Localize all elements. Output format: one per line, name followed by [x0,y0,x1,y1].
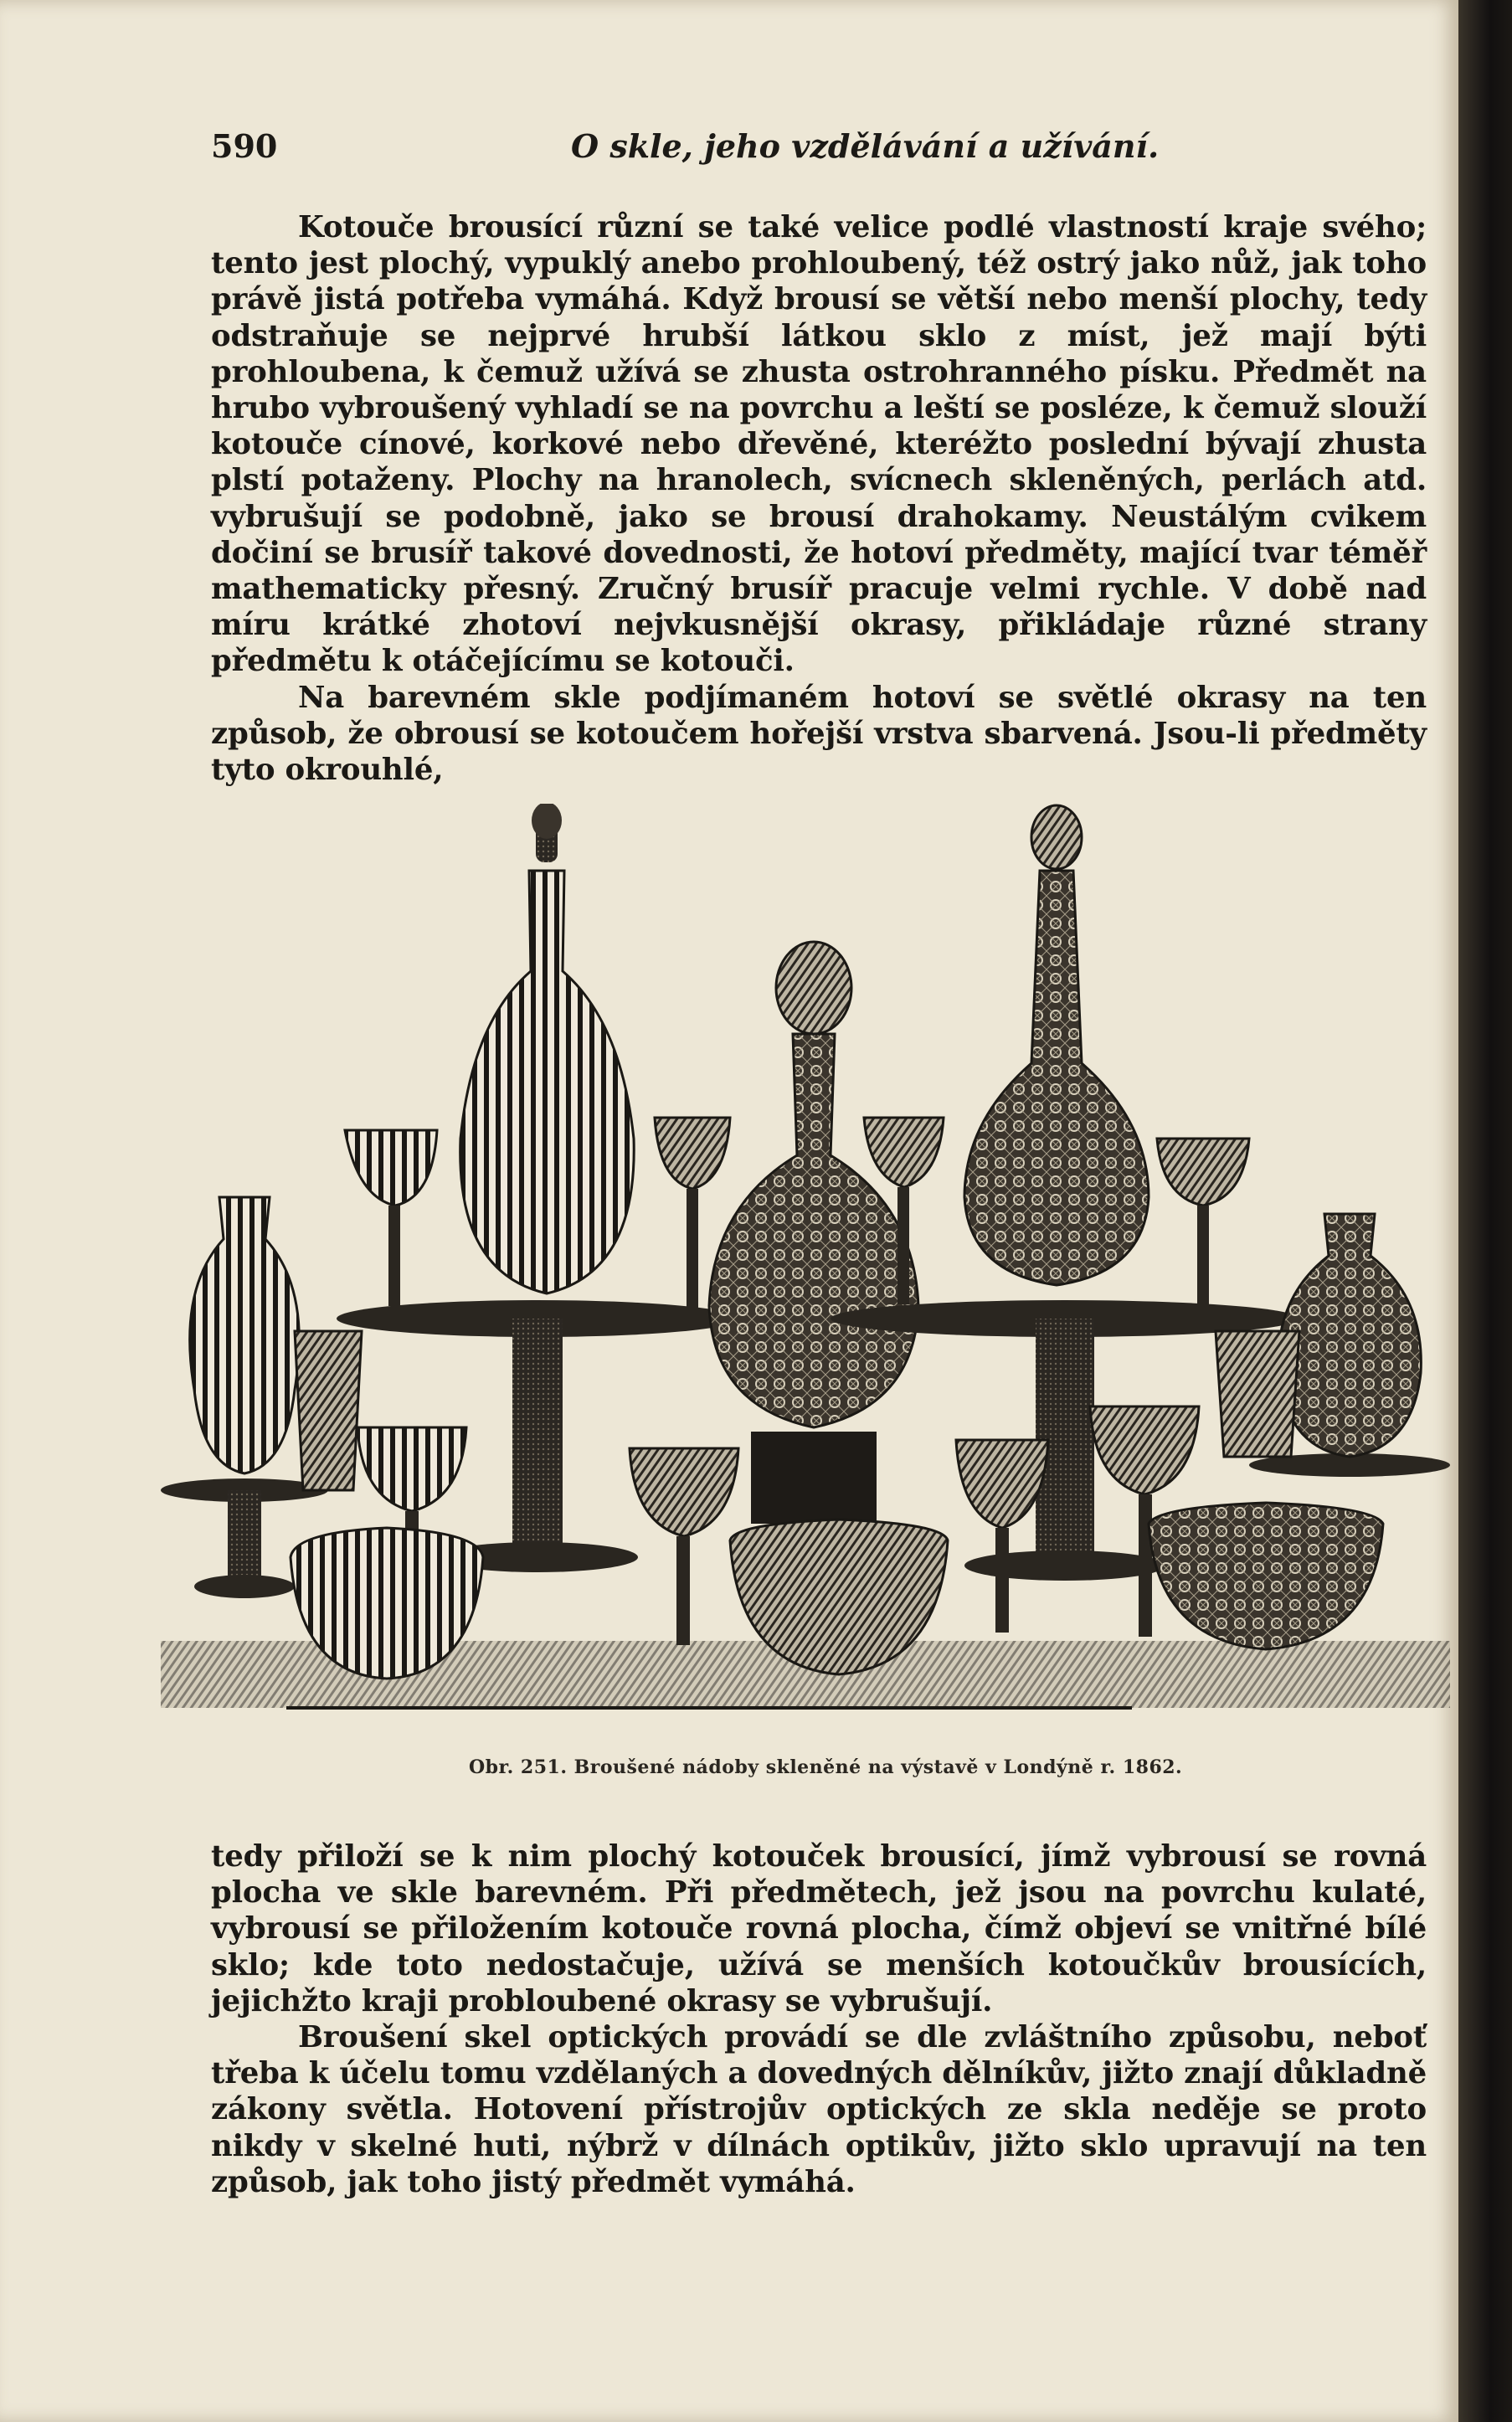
paragraph: Na barevném skle podjímaném hotoví se světlé okrasy na ten způsob, že obrousí se kotoučem hořejší vrstva sbarvená. Jsou-li předměty tyto okrouhlé, [211,680,1427,788]
text-block-bottom [211,1838,1427,2200]
running-title: O skle, jeho vzdělávání a užívání. [571,127,1160,165]
paragraph: tedy přiloží se k nim plochý kotouček brousící, jímž vybrousí se rovná plocha ve skle barevném. Při předmětech, jež jsou na povrchu kulaté, vybrousí se přiložením kotouče rovná plocha, čímž objeví se vnitřné bílé sklo; kde toto nedostačuje, užívá se menších kotoučkův brousících, jejichžto kraji probloubené okrasy se vybrušují. [211,1839,1427,2018]
glassware-engraving [144,804,1465,1733]
paragraph: Kotouče brousící různí se také velice podlé vlastností kraje svého; tento jest plochý, vypuklý anebo prohloubený, též ostrý jako nůž, jak toho právě jistá potřeba vymáhá. Když brousí se větší nebo menší plochy, tedy odstraňuje se nejprvé hrubší látkou sklo z míst, jež mají býti prohloubena, k čemuž užívá se zhusta ostrohranného písku. Předmět na hrubo vybroušený vyhladí se na povrchu a leští se posléze, k čemuž slouží kotouče cínové, korkové nebo dřevěné, kteréžto poslední bývají zhusta plstí potaženy. Plochy na hranolech, svícnech skleněných, perlách atd. vybrušují se podobně, jako se brousí drahokamy. Neustálým cvikem dočiní se brusíř takové dovednosti, že hotoví předměty, mající tvar téměř mathematicky přesný. Zručný brusíř pracuje velmi rychle. V době nad míru krátké zhotoví nejvkusnější okrasy, přikládaje různé strany předmětu k otáčejícímu se kotouči. [211,210,1427,679]
page-number: 590 [211,127,278,165]
page-header [211,127,1433,177]
paragraph: Broušení skel optických provádí se dle zvláštního způsobu, neboť třeba k účelu tomu vzdělaných a dovedných dělníkův, jižto znají důkladně zákony světla. Hotovení přístrojův optických ze skla neděje se proto nikdy v skelné huti, nýbrž v dílnách optikův, jižto sklo upravují na ten způsob, jak toho jistý předmět vymáhá. [211,2020,1427,2199]
text-block-top [211,209,1427,788]
figure-caption: Obr. 251. Broušené nádoby skleněné na výstavě v Londýně r. 1862. [469,1756,1183,1778]
glassware-illustration [144,804,1465,1733]
page-binding-edge [1458,0,1512,2422]
